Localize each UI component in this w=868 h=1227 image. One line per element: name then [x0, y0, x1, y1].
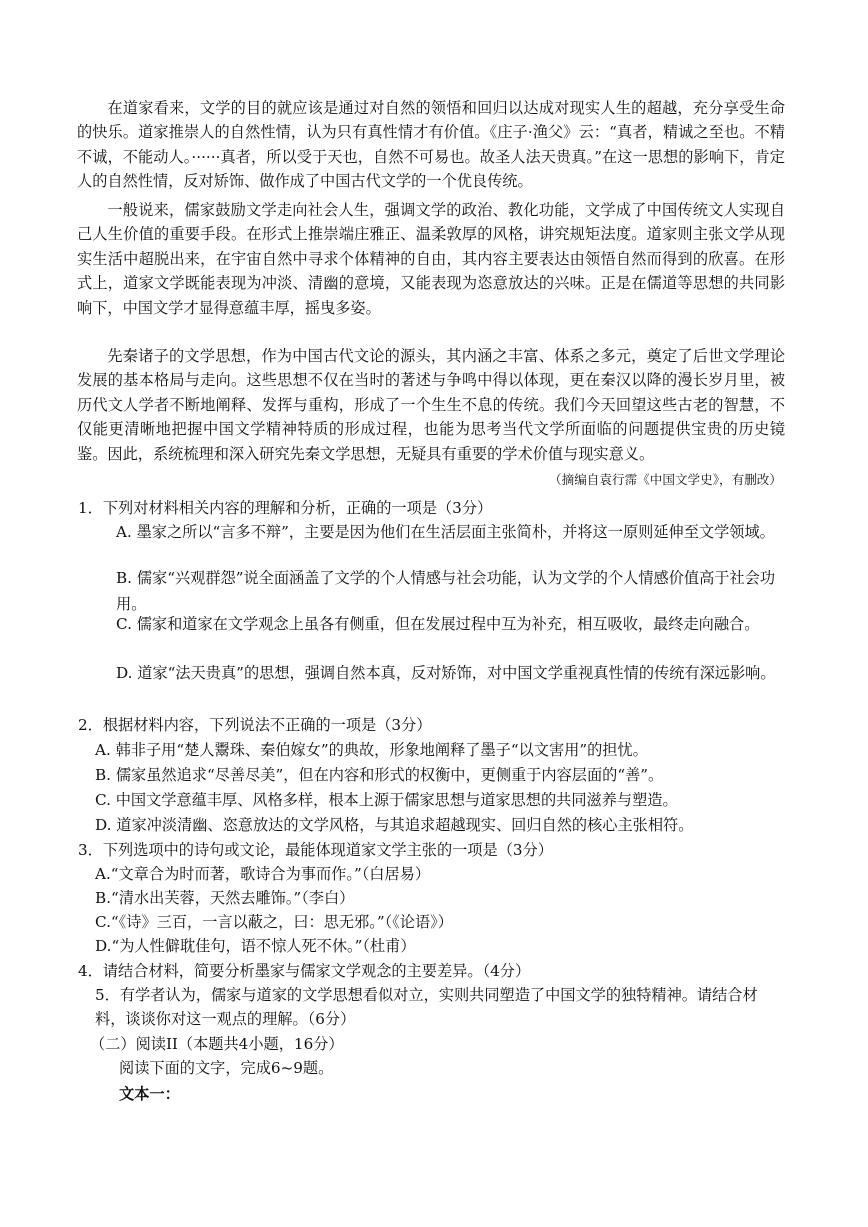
- section-2-instruction: 阅读下面的文字，完成6~9题。: [119, 1059, 334, 1077]
- question-1-option-c: C. 儒家和道家在文学观念上虽各有侧重，但在发展过程中互为补充，相互吸收，最终走向融合。: [116, 615, 760, 633]
- question-3-option-a: A.“文章合为时而著，歌诗合为事而作。”（白居易）: [95, 865, 431, 883]
- passage-paragraph-1: 在道家看来，文学的目的就应该是通过对自然的领悟和回归以达成对现实人生的超越，充分享受生命的快乐。道家推崇人的自然性情，认为只有真性情才有价值。《庄子·渔父》云：“真者，精诚之至也。不精不诚，不能动人。······真者，所以受于天也，自然不可易也。故圣人法天贵真。”在这一思想的影响下，肯定人的自然性情，反对矫饰、做作成了中国古代文学的一个优良传统。: [77, 99, 785, 191]
- question-2-stem: 2．根据材料内容，下列说法不正确的一项是（3分）: [78, 716, 432, 734]
- question-5: 5．有学者认为，儒家与道家的文学思想看似对立，实则共同塑造了中国文学的独特精神。请结合材料，谈谈你对这一观点的理解。（6分）: [95, 986, 758, 1028]
- source-citation: （摘编自袁行霈《中国文学史》，有删改）: [549, 472, 782, 487]
- question-2-option-c: C. 中国文学意蕴丰厚、风格多样，根本上源于儒家思想与道家思想的共同滋养与塑造。: [95, 791, 678, 809]
- question-1-stem: 1．下列对材料相关内容的理解和分析，正确的一项是（3分）: [78, 499, 493, 517]
- question-3-option-b: B.“清水出芙蓉，天然去雕饰。”（李白）: [95, 889, 355, 907]
- question-2-option-a: A. 韩非子用“楚人鬻珠、秦伯嫁女”的典故，形象地阐释了墨子“以文害用”的担忧。: [95, 741, 648, 759]
- passage-paragraph-2: 一般说来，儒家鼓励文学走向社会人生，强调文学的政治、教化功能，文学成了中国传统文人实现自己人生价值的重要手段。在形式上推崇端庄雅正、温柔敦厚的风格，讲究规矩法度。道家则主张文学从现实生活中超脱出来，在宇宙自然中寻求个体精神的自由，其内容主要表达由领悟自然而得到的欣喜。在形式上，道家文学既能表现为冲淡、清幽的意境，又能表现为恣意放达的兴味。正是在儒道等思想的共同影响下，中国文学才显得意蕴丰厚，摇曳多姿。: [77, 201, 785, 317]
- question-1-option-a: A. 墨家之所以“言多不辩”，主要是因为他们在生活层面主张简朴，并将这一原则延伸至文学领域。: [116, 523, 775, 541]
- section-2-title: （二）阅读II（本题共4小题，16分）: [90, 1035, 344, 1053]
- question-3-option-c: C.“《诗》三百，一言以蔽之，曰：思无邪。”（《论语》）: [95, 913, 453, 931]
- question-4: 4．请结合材料，简要分析墨家与儒家文学观念的主要差异。（4分）: [78, 962, 531, 980]
- question-2-option-d: D. 道家冲淡清幽、恣意放达的文学风格，与其追求超越现实、回归自然的核心主张相符。: [95, 816, 694, 834]
- question-1-option-d: D. 道家“法天贵真”的思想，强调自然本真，反对矫饰，对中国文学重视真性情的传统有深远影响。: [116, 664, 776, 682]
- passage-paragraph-3: 先秦诸子的文学思想，作为中国古代文论的源头，其内涵之丰富、体系之多元，奠定了后世文学理论发展的基本格局与走向。这些思想不仅在当时的著述与争鸣中得以体现，更在秦汉以降的漫长岁月里，被历代文人学者不断地阐释、发挥与重构，形成了一个生生不息的传统。我们今天回望这些古老的智慧，不仅能更清晰地把握中国文学精神特质的形成过程，也能为思考当代文学所面临的问题提供宝贵的历史镜鉴。因此，系统梳理和深入研究先秦文学思想，无疑具有重要的学术价值与现实意义。: [77, 347, 785, 463]
- question-2-option-b: B. 儒家虽然追求“尽善尽美”，但在内容和形式的权衡中，更侧重于内容层面的“善”。: [95, 766, 664, 784]
- question-1-option-b: B. 儒家“兴观群怨”说全面涵盖了文学的个人情感与社会功能，认为文学的个人情感价值高于社会功用。: [116, 569, 776, 613]
- question-3-option-d: D.“为人性僻耽佳句，语不惊人死不休。”（杜甫）: [95, 937, 416, 955]
- question-3-stem: 3．下列选项中的诗句或文论，最能体现道家文学主张的一项是（3分）: [78, 841, 553, 859]
- text-one-label: 文本一：: [119, 1085, 180, 1103]
